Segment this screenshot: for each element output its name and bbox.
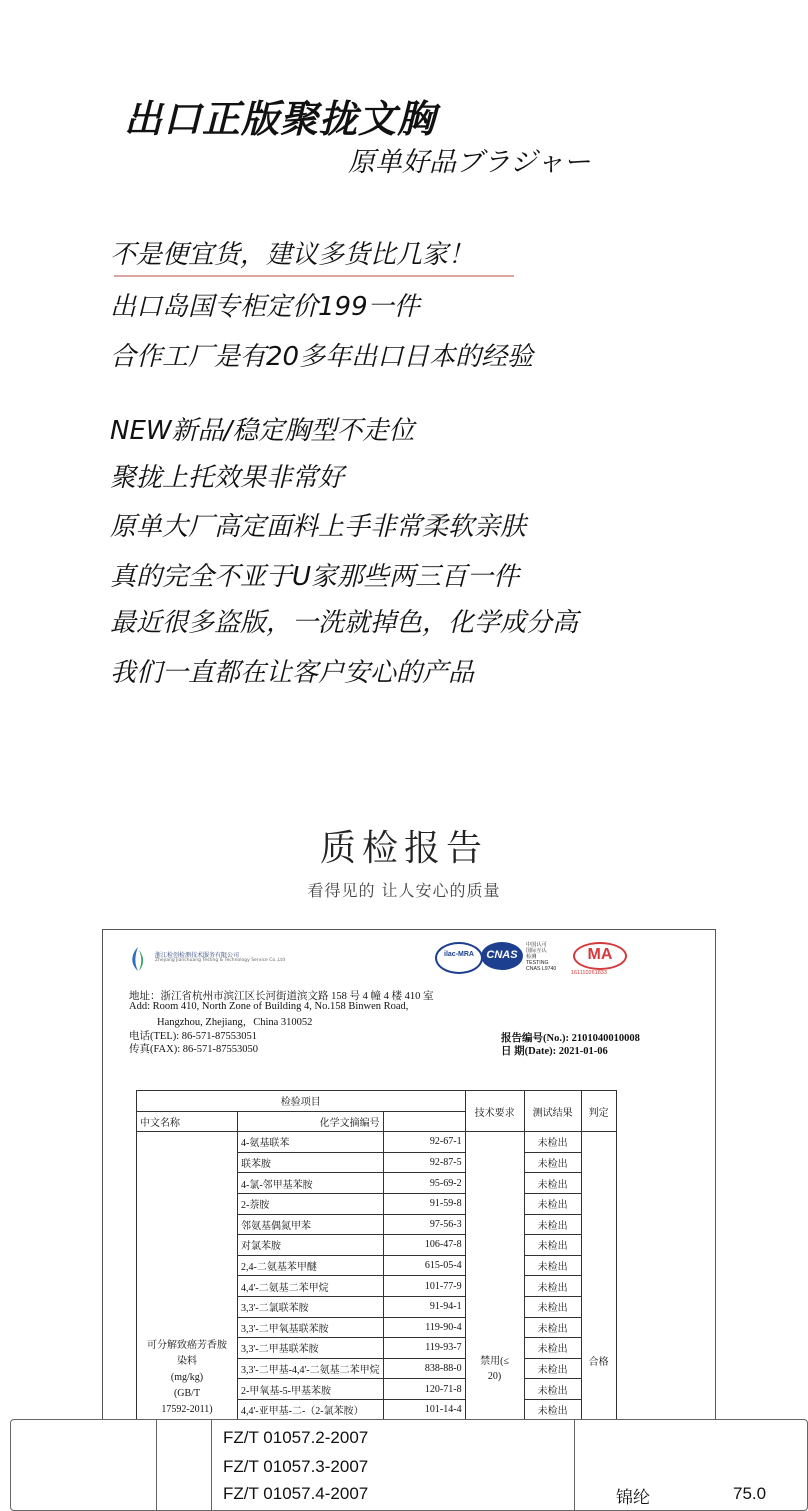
row-name: 3,3'-二甲氧基联苯胺 (238, 1317, 384, 1338)
row-result: 未检出 (524, 1317, 581, 1338)
fiber-percent: 75.0 (733, 1484, 767, 1503)
cma-icon: MA (573, 942, 627, 970)
address-en-line-2: Hangzhou, Zhejiang，China 310052 (157, 1017, 313, 1028)
row-cas: 838-88-0 (383, 1358, 465, 1379)
card-divider (574, 1420, 575, 1510)
row-name: 邻氨基偶氮甲苯 (238, 1214, 384, 1235)
row-cas: 101-77-9 (383, 1276, 465, 1297)
feature-line-5: 最近很多盗版，一洗就掉色，化学成分高 (110, 608, 579, 638)
ilac-mra-icon: ilac-MRA (435, 942, 483, 974)
org-name: 浙江检创检测技术服务有限公司 (155, 952, 240, 959)
results-table (136, 1090, 617, 1421)
row-name: 4,4'-二氨基二苯甲烷 (238, 1276, 384, 1297)
address-cn: 地址：浙江省杭州市滨江区长河街道滨文路 158 号 4 幢 4 楼 410 室 (129, 991, 434, 1002)
row-name: 2-萘胺 (238, 1193, 384, 1214)
row-name: 4-氯-邻甲基苯胺 (238, 1173, 384, 1194)
standard-line-1: FZ/T 01057.2-2007 (223, 1428, 369, 1447)
row-result: 未检出 (524, 1193, 581, 1214)
quality-report-title: 质检报告 (319, 828, 488, 869)
fax: 传真(FAX): 86-571-87553050 (129, 1044, 259, 1055)
row-cas: 97-56-3 (383, 1214, 465, 1235)
header-verdict: 判定 (581, 1091, 616, 1132)
row-result: 未检出 (524, 1379, 581, 1400)
header-result: 测试结果 (524, 1091, 581, 1132)
fiber-name: 锦纶 (616, 1488, 650, 1507)
intro-line-2: 出口岛国专柜定价199一件 (110, 292, 420, 322)
row-cas: 101-14-4 (383, 1399, 465, 1420)
row-result: 未检出 (524, 1296, 581, 1317)
row-cas: 95-69-2 (383, 1173, 465, 1194)
row-result: 未检出 (524, 1173, 581, 1194)
org-name-en: Zhejiang Jianchuang Testing & Technology Service Co.,Ltd (155, 958, 286, 963)
report-number: 报告编号(No.): 2101040010008 (501, 1033, 640, 1044)
report-date: 日 期(Date): 2021-01-06 (501, 1046, 608, 1057)
address-en-line-1: Add: Room 410, North Zone of Building 4, No.158 Binwen Road, (129, 1001, 409, 1012)
row-name: 联苯胺 (238, 1152, 384, 1173)
row-cas: 119-93-7 (383, 1338, 465, 1359)
standard-line-3: FZ/T 01057.4-2007 (223, 1484, 369, 1503)
row-result: 未检出 (524, 1338, 581, 1359)
row-result: 未检出 (524, 1255, 581, 1276)
product-title: 出口正版聚拢文胸 (124, 97, 437, 141)
row-cas: 120-71-8 (383, 1379, 465, 1400)
row-name: 2-甲氧基-5-甲基苯胺 (238, 1379, 384, 1400)
underline-divider (114, 275, 514, 277)
cnas-text: 中国认可 国际互认 检测 TESTING CNAS L9740 (526, 942, 557, 972)
row-result: 未检出 (524, 1132, 581, 1153)
table-row (137, 1132, 617, 1153)
test-report-document (102, 929, 716, 1491)
row-name: 3,3'-二甲基联苯胺 (238, 1338, 384, 1359)
feature-line-4: 真的完全不亚于U家那些两三百一件 (110, 562, 520, 592)
product-subtitle: 原单好品ブラジャー (348, 147, 591, 178)
row-name: 2,4-二氨基苯甲醚 (238, 1255, 384, 1276)
row-cas: 92-87-5 (383, 1152, 465, 1173)
row-name: 4,4'-亚甲基-二-（2-氯苯胺） (238, 1399, 384, 1420)
header-cas: 化学文摘编号 (238, 1111, 384, 1132)
cma-number: 161110261833 (571, 970, 607, 976)
row-result: 未检出 (524, 1235, 581, 1256)
row-result: 未检出 (524, 1214, 581, 1235)
row-cas: 119-90-4 (383, 1317, 465, 1338)
header-requirement: 技术要求 (465, 1091, 524, 1132)
second-report-page (10, 1419, 808, 1511)
row-name: 3,3'-二氯联苯胺 (238, 1296, 384, 1317)
row-result: 未检出 (524, 1358, 581, 1379)
intro-line-1: 不是便宜货，建议多货比几家！ (110, 240, 475, 270)
standard-line-2: FZ/T 01057.3-2007 (223, 1457, 369, 1476)
row-name: 3,3'-二甲基-4,4'-二氨基二苯甲烷 (238, 1358, 384, 1379)
header-test-item: 检验项目 (137, 1091, 466, 1112)
category-cell: 可分解致癌芳香胺 染料 (mg/kg) (GB/T 17592-2011) (137, 1132, 238, 1420)
feature-line-6: 我们一直都在让客户安心的产品 (110, 658, 475, 688)
feature-line-2: 聚拢上托效果非常好 (110, 463, 345, 493)
tel: 电话(TEL): 86-571-87553051 (129, 1031, 258, 1042)
feature-line-3: 原单大厂高定面料上手非常柔软亲肤 (110, 512, 527, 542)
quality-report-subtitle: 看得见的 让人安心的质量 (307, 881, 501, 900)
row-cas: 106-47-8 (383, 1235, 465, 1256)
company-logo-icon (127, 946, 149, 972)
table-header-row-1 (137, 1091, 617, 1112)
card-divider (156, 1420, 157, 1510)
row-result: 未检出 (524, 1399, 581, 1420)
row-cas: 91-94-1 (383, 1296, 465, 1317)
row-name: 对氯苯胺 (238, 1235, 384, 1256)
row-result: 未检出 (524, 1152, 581, 1173)
intro-line-3: 合作工厂是有20多年出口日本的经验 (110, 342, 534, 372)
cnas-icon: CNAS (481, 942, 523, 970)
row-cas: 92-67-1 (383, 1132, 465, 1153)
header-cn-name: 中文名称 (137, 1111, 238, 1132)
verdict-cell: 合格 (581, 1132, 616, 1420)
row-name: 4-氨基联苯 (238, 1132, 384, 1153)
card-divider (211, 1420, 212, 1510)
row-cas: 615-05-4 (383, 1255, 465, 1276)
row-result: 未检出 (524, 1276, 581, 1297)
requirement-cell: 禁用(≤ 20) (465, 1132, 524, 1420)
feature-line-1: NEW新品/稳定胸型不走位 (110, 416, 415, 446)
row-cas: 91-59-8 (383, 1193, 465, 1214)
